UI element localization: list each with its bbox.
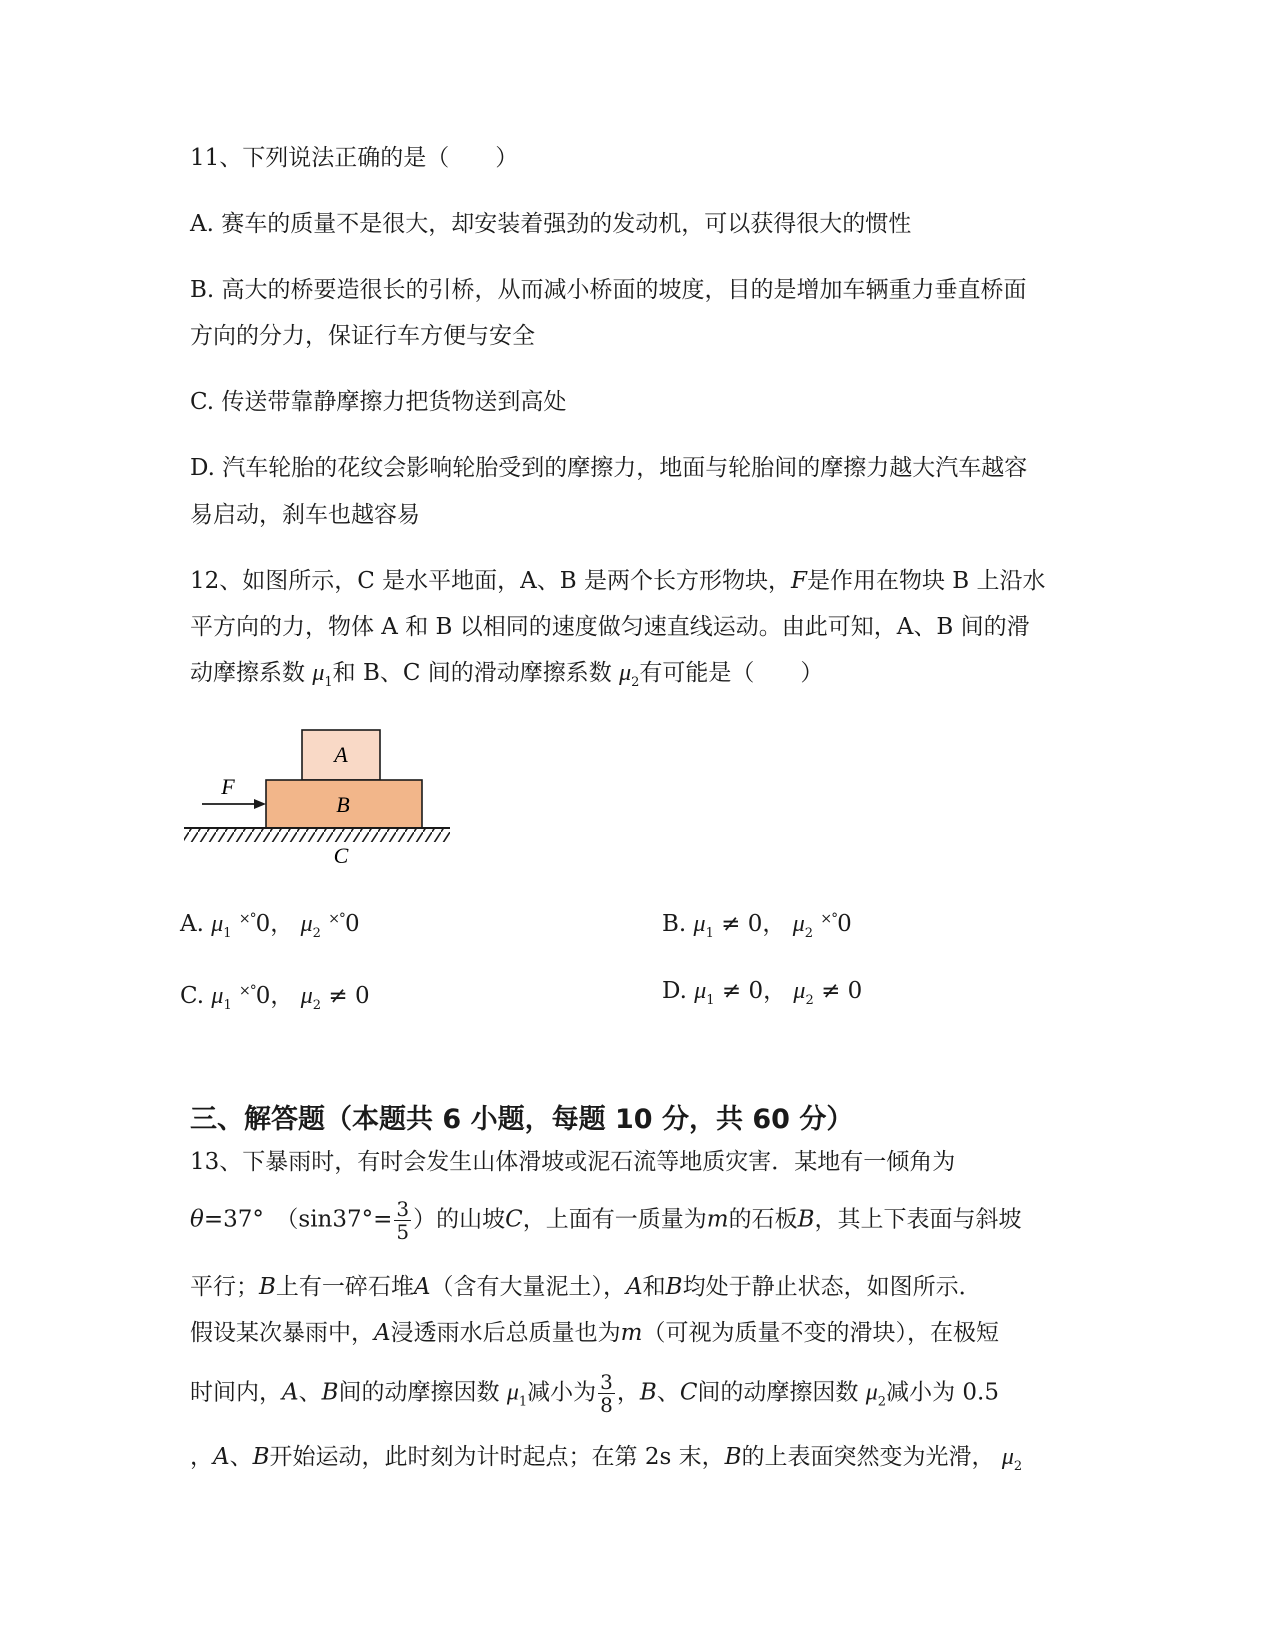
q12-option-c: C. $\mu_1$ ×°0， $\mu_2 \ne 0$	[180, 983, 370, 1013]
section-3-heading: 三、解答题（本题共 6 小题，每题 10 分，共 60 分）	[190, 1104, 854, 1135]
q13-line6: ，A、B开始运动，此时刻为计时起点；在第 2s 末，B的上表面突然变为光滑， $\mu_2$	[190, 1444, 1023, 1474]
force-label: F	[221, 774, 235, 799]
q11-option-b-line2: 方向的分力，保证行车方便与安全	[190, 323, 535, 349]
q11-option-b-line1: B. 高大的桥要造很长的引桥，从而减小桥面的坡度，目的是增加车辆重力垂直桥面	[190, 277, 1027, 303]
q12-stem-line3: 动摩擦系数 $\mu_1$和 B、C 间的滑动摩擦系数 $\mu_2$有可能是（ ）	[190, 660, 824, 690]
q13-line3: 平行；B上有一碎石堆A（含有大量泥土），A和B均处于静止状态，如图所示．	[190, 1274, 982, 1300]
q11-option-c: C. 传送带靠静摩擦力把货物送到高处	[190, 389, 567, 415]
q11-stem: 11、下列说法正确的是（ ）	[190, 145, 519, 171]
q11-option-d-line1: D. 汽车轮胎的花纹会影响轮胎受到的摩擦力，地面与轮胎间的摩擦力越大汽车越容	[190, 455, 1028, 481]
ground-label: C	[333, 843, 349, 868]
q13-fraction-mu1: $\frac{3}{8}$	[600, 1370, 613, 1417]
block-b-label: B	[336, 792, 350, 817]
q12-option-a: A. $\mu_1$ ×°0， $\mu_2$ ×°0	[180, 911, 360, 941]
ground-hatching	[184, 829, 450, 842]
q12-figure	[180, 720, 480, 880]
q13-line2: θ=37° （sin37°= $\frac{3}{5}$ ）的山坡C，上面有一质量为m的石板B，其上下表面与斜坡	[190, 1197, 1022, 1244]
q12-stem-line2: 平方向的力，物体 A 和 B 以相同的速度做匀速直线运动。由此可知，A、B 间的滑	[190, 614, 1030, 640]
q12-option-b: B. $\mu_1 \ne 0$， $\mu_2$ ×°0	[662, 911, 852, 941]
q11-option-d-line2: 易启动，刹车也越容易	[190, 502, 420, 528]
q12-option-d: D. $\mu_1 \ne 0$， $\mu_2 \ne 0$	[662, 978, 863, 1008]
q12-stem-line1: 12、如图所示，C 是水平地面，A、B 是两个长方形物块，F是作用在物块 B 上沿水	[190, 568, 1046, 594]
force-arrowhead	[254, 799, 266, 809]
q13-line5: 时间内，A、B间的动摩擦因数 $\mu_1$减小为 $\frac{3}{8}$ ，B、C间的动摩擦因数 $\mu_2$减小为 0.5	[190, 1370, 999, 1417]
block-a-label: A	[334, 742, 348, 767]
q13-fraction-sin: $\frac{3}{5}$	[396, 1197, 410, 1244]
q13-line1: 13、下暴雨时，有时会发生山体滑坡或泥石流等地质灾害．某地有一倾角为	[190, 1149, 956, 1175]
q13-line4: 假设某次暴雨中，A浸透雨水后总质量也为m（可视为质量不变的滑块），在极短	[190, 1320, 999, 1346]
q11-option-a: A. 赛车的质量不是很大，却安装着强劲的发动机，可以获得很大的惯性	[190, 211, 912, 237]
